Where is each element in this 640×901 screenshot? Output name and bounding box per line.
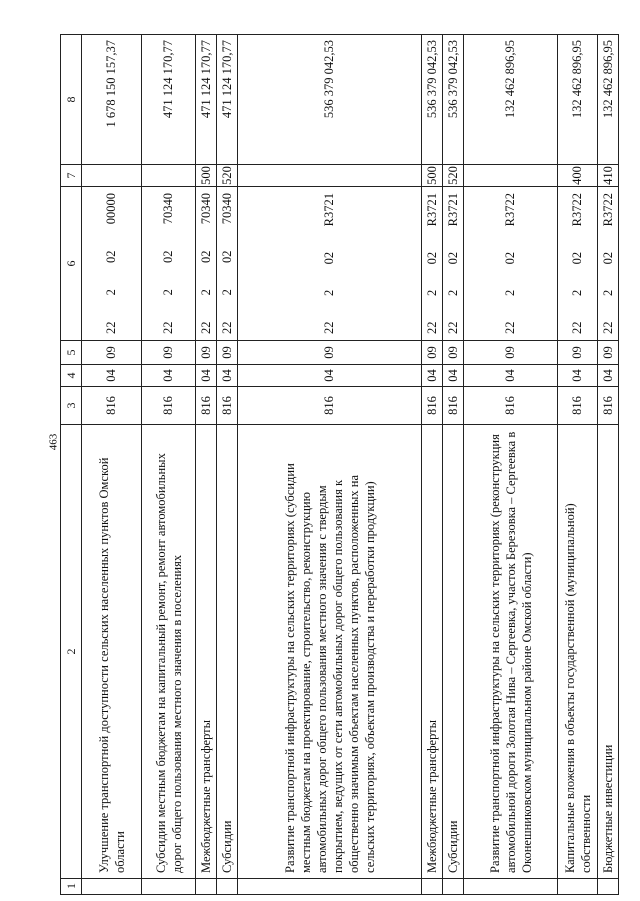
- item-name: Развитие транспортной инфраструктуры на сельских территориях (субсидии местным бюджетам на проектирование, строительство, реконструкцию автомобильных дорог общего пользования местного значения с твердым покрытием, ведущих от сети автомобильных дорог общего пользования к общественно значимым объектам населенных пунктов, расположенных на сельских территориях, объектам производства и переработки продукции): [238, 425, 422, 879]
- col1-cell: [82, 879, 142, 895]
- expense-type-code: [142, 165, 196, 187]
- target-article-code: [238, 187, 422, 341]
- amount: 1 678 150 157,37: [82, 35, 142, 165]
- header-row: [61, 35, 82, 895]
- item-name: Субсидии местным бюджетам на капитальный ремонт, ремонт автомобильных дорог общего пользования местного значения в поселениях: [142, 425, 196, 879]
- page-number: 463: [47, 433, 60, 451]
- target-article-parts: [503, 187, 518, 340]
- target-article-part: 2: [322, 289, 336, 297]
- target-article-code: [558, 187, 598, 341]
- amount: 132 462 896,95: [464, 35, 558, 165]
- ministry-code: 816: [464, 387, 558, 425]
- item-name: Субсидии: [217, 425, 238, 879]
- table-row: [443, 35, 464, 895]
- col1-cell: [196, 879, 217, 895]
- target-article-part: 02: [161, 250, 175, 263]
- section-code: 04: [598, 365, 619, 387]
- target-article-parts: [161, 187, 176, 340]
- target-article-part: 02: [322, 251, 336, 265]
- section-code: 04: [422, 365, 443, 387]
- section-code: 04: [464, 365, 558, 387]
- header-cell: 6: [61, 187, 82, 341]
- target-article-part: 02: [424, 251, 439, 265]
- target-article-code: [142, 187, 196, 341]
- target-article-part: 02: [104, 250, 118, 263]
- col1-cell: [142, 879, 196, 895]
- target-article-part: 02: [445, 251, 460, 265]
- target-article-part: R3721: [424, 193, 439, 227]
- table-row: [464, 35, 558, 895]
- target-article-part: 2: [445, 289, 460, 297]
- target-article-part: 00000: [104, 193, 118, 225]
- target-article-part: 02: [198, 250, 213, 263]
- amount: 132 462 896,95: [558, 35, 598, 165]
- target-article-code: [464, 187, 558, 341]
- target-article-part: 22: [503, 321, 517, 334]
- col1-cell: [464, 879, 558, 895]
- target-article-part: R3722: [570, 193, 584, 227]
- subsection-code: 09: [598, 341, 619, 365]
- section-code: 04: [196, 365, 217, 387]
- target-article-part: 22: [600, 321, 615, 334]
- item-name: Межбюджетные трансферты: [422, 425, 443, 879]
- subsection-code: 09: [443, 341, 464, 365]
- ministry-code: 816: [142, 387, 196, 425]
- ministry-code: 816: [443, 387, 464, 425]
- budget-table: [60, 34, 619, 895]
- col1-cell: [238, 879, 422, 895]
- target-article-part: 22: [198, 321, 213, 334]
- expense-type-code: [82, 165, 142, 187]
- target-article-part: 02: [219, 250, 234, 263]
- amount: 536 379 042,53: [238, 35, 422, 165]
- header-cell: 4: [61, 365, 82, 387]
- target-article-part: 2: [570, 289, 584, 297]
- target-article-part: R3721: [445, 193, 460, 227]
- target-article-part: 2: [600, 289, 615, 297]
- amount: 536 379 042,53: [422, 35, 443, 165]
- header-cell: 3: [61, 387, 82, 425]
- expense-type-code: 500: [196, 165, 217, 187]
- ministry-code: 816: [196, 387, 217, 425]
- target-article-part: 02: [570, 251, 584, 265]
- ministry-code: 816: [217, 387, 238, 425]
- target-article-part: 22: [570, 321, 584, 334]
- col1-cell: [443, 879, 464, 895]
- target-article-part: 22: [424, 321, 439, 334]
- section-code: 04: [238, 365, 422, 387]
- amount: 132 462 896,95: [598, 35, 619, 165]
- expense-type-code: 500: [422, 165, 443, 187]
- table-row: [238, 35, 422, 895]
- target-article-part: R3722: [503, 193, 517, 227]
- item-name: Бюджетные инвестиции: [598, 425, 619, 879]
- header-cell: 8: [61, 35, 82, 165]
- ministry-code: 816: [82, 387, 142, 425]
- expense-type-code: 410: [598, 165, 619, 187]
- col1-cell: [422, 879, 443, 895]
- target-article-parts: [570, 187, 585, 340]
- target-article-code: [196, 187, 217, 341]
- item-name: Развитие транспортной инфраструктуры на сельских территориях (реконструкция автомобильной дороги Золотая Нива – Сергеевка, участок Березовка – Сергеевка в Оконешниковском муниципальном районе Омской области): [464, 425, 558, 879]
- target-article-part: 22: [104, 321, 118, 334]
- ministry-code: 816: [238, 387, 422, 425]
- expense-type-code: [238, 165, 422, 187]
- target-article-part: 2: [503, 289, 517, 297]
- amount: 471 124 170,77: [217, 35, 238, 165]
- target-article-part: R3722: [600, 193, 615, 227]
- amount: 536 379 042,53: [443, 35, 464, 165]
- target-article-parts: [601, 187, 616, 340]
- section-code: 04: [217, 365, 238, 387]
- header-cell: 5: [61, 341, 82, 365]
- rotated-page: [60, 35, 620, 895]
- table-row: [82, 35, 142, 895]
- table-row: [422, 35, 443, 895]
- item-name: Капитальные вложения в объекты государственной (муниципальной) собственности: [558, 425, 598, 879]
- header-cell: 1: [61, 879, 82, 895]
- ministry-code: 816: [422, 387, 443, 425]
- target-article-code: [422, 187, 443, 341]
- expense-type-code: 520: [217, 165, 238, 187]
- subsection-code: 09: [217, 341, 238, 365]
- table-row: [598, 35, 619, 895]
- col1-cell: [217, 879, 238, 895]
- expense-type-code: 400: [558, 165, 598, 187]
- item-name: Улучшение транспортной доступности сельских населенных пунктов Омской области: [82, 425, 142, 879]
- table-row: [217, 35, 238, 895]
- expense-type-code: 520: [443, 165, 464, 187]
- target-article-part: 2: [424, 289, 439, 297]
- subsection-code: 09: [142, 341, 196, 365]
- target-article-code: [82, 187, 142, 341]
- table-body: [82, 35, 619, 895]
- target-article-parts: [446, 187, 461, 340]
- target-article-part: R3721: [322, 193, 336, 227]
- amount: 471 124 170,77: [196, 35, 217, 165]
- subsection-code: 09: [196, 341, 217, 365]
- target-article-part: 02: [503, 251, 517, 265]
- expense-type-code: [464, 165, 558, 187]
- subsection-code: 09: [238, 341, 422, 365]
- target-article-parts: [199, 187, 214, 340]
- subsection-code: 09: [82, 341, 142, 365]
- item-name: Субсидии: [443, 425, 464, 879]
- target-article-parts: [220, 187, 235, 340]
- target-article-part: 70340: [198, 193, 213, 225]
- target-article-part: 70340: [219, 193, 234, 225]
- header-cell: 2: [61, 425, 82, 879]
- target-article-part: 22: [445, 321, 460, 334]
- table-row: [142, 35, 196, 895]
- section-code: 04: [443, 365, 464, 387]
- ministry-code: 816: [558, 387, 598, 425]
- target-article-parts: [425, 187, 440, 340]
- target-article-part: 2: [104, 289, 118, 296]
- target-article-code: [598, 187, 619, 341]
- target-article-part: 2: [219, 289, 234, 296]
- target-article-parts: [104, 187, 119, 340]
- target-article-part: 2: [161, 289, 175, 296]
- target-article-parts: [322, 187, 337, 340]
- ministry-code: 816: [598, 387, 619, 425]
- section-code: 04: [558, 365, 598, 387]
- table-row: [196, 35, 217, 895]
- section-code: 04: [142, 365, 196, 387]
- target-article-part: 2: [198, 289, 213, 296]
- col1-cell: [598, 879, 619, 895]
- target-article-part: 22: [322, 321, 336, 334]
- subsection-code: 09: [422, 341, 443, 365]
- target-article-code: [217, 187, 238, 341]
- col1-cell: [558, 879, 598, 895]
- target-article-code: [443, 187, 464, 341]
- subsection-code: 09: [558, 341, 598, 365]
- target-article-part: 22: [219, 321, 234, 334]
- amount: 471 124 170,77: [142, 35, 196, 165]
- table-row: [558, 35, 598, 895]
- subsection-code: 09: [464, 341, 558, 365]
- target-article-part: 22: [161, 321, 175, 334]
- target-article-part: 02: [600, 251, 615, 265]
- section-code: 04: [82, 365, 142, 387]
- target-article-part: 70340: [161, 193, 175, 225]
- header-cell: 7: [61, 165, 82, 187]
- item-name: Межбюджетные трансферты: [196, 425, 217, 879]
